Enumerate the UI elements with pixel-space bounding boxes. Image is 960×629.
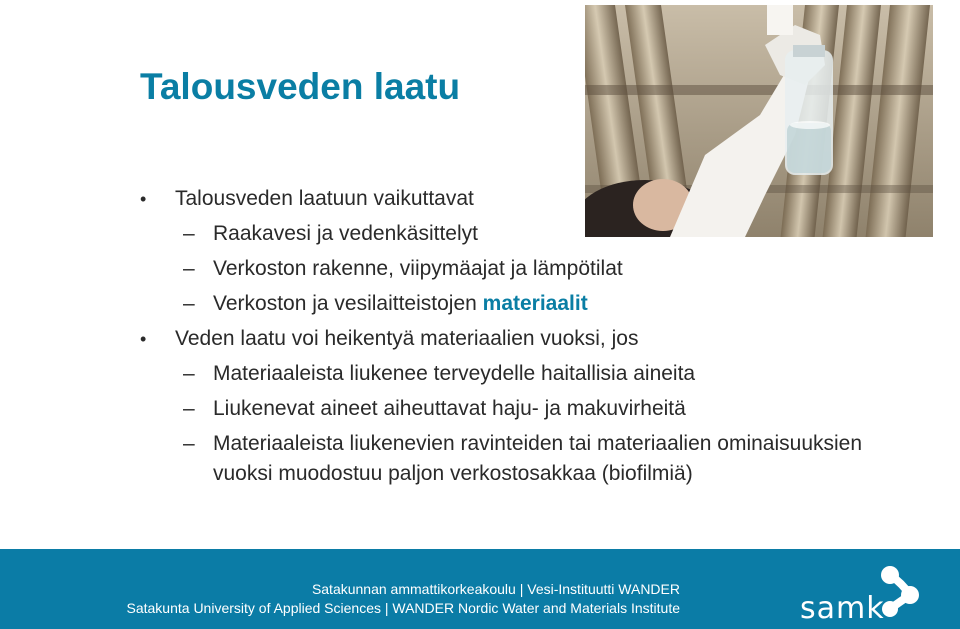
footer-bar	[0, 549, 960, 629]
sub-bullet-text: Materiaaleista liukenevien ravinteiden tai materiaalien ominaisuuksien vuoksi muodostuu paljon verkostosakkaa (biofilmiä)	[213, 432, 863, 485]
sub-bullet-item	[140, 291, 880, 317]
footer-line-english: Satakunta University of Applied Sciences | WANDER Nordic Water and Materials Institute	[126, 600, 680, 616]
dash-icon: –	[183, 432, 195, 455]
dash-icon: –	[183, 397, 195, 420]
sub-bullet-text: Verkoston ja vesilaitteistojen	[213, 292, 483, 315]
sub-bullet-text: Verkoston rakenne, viipymäajat ja lämpötilat	[213, 257, 623, 280]
footer-line-finnish: Satakunnan ammattikorkeakoulu | Vesi-Instituutti WANDER	[311, 581, 680, 597]
slide-title: Talousveden laatu	[140, 66, 461, 107]
dash-icon: –	[183, 362, 195, 385]
bullet-icon: •	[140, 189, 147, 209]
samk-logo	[790, 561, 930, 626]
sub-bullet-item	[140, 429, 880, 489]
sub-bullet-item	[140, 361, 880, 387]
dash-icon: –	[183, 222, 195, 245]
slide-content	[140, 186, 880, 498]
sub-bullet-text: Raakavesi ja vedenkäsittelyt	[213, 222, 478, 245]
sub-bullet-item	[140, 221, 880, 247]
bullet-icon: •	[140, 329, 147, 349]
bullet-text: Talousveden laatuun vaikuttavat	[175, 187, 474, 210]
bullet-item	[140, 326, 880, 352]
sub-bullet-text: Materiaaleista liukenee terveydelle haitallisia aineita	[213, 362, 696, 385]
samk-logo-text: samk	[800, 591, 885, 626]
bullet-item	[140, 186, 880, 212]
sub-bullet-text: Liukenevat aineet aiheuttavat haju- ja makuvirheitä	[213, 397, 686, 420]
bullet-text: Veden laatu voi heikentyä materiaalien vuoksi, jos	[175, 327, 639, 350]
dash-icon: –	[183, 257, 195, 280]
highlighted-term: materiaalit	[482, 292, 588, 315]
sub-bullet-item	[140, 256, 880, 282]
dash-icon: –	[183, 292, 195, 315]
sub-bullet-item	[140, 396, 880, 422]
